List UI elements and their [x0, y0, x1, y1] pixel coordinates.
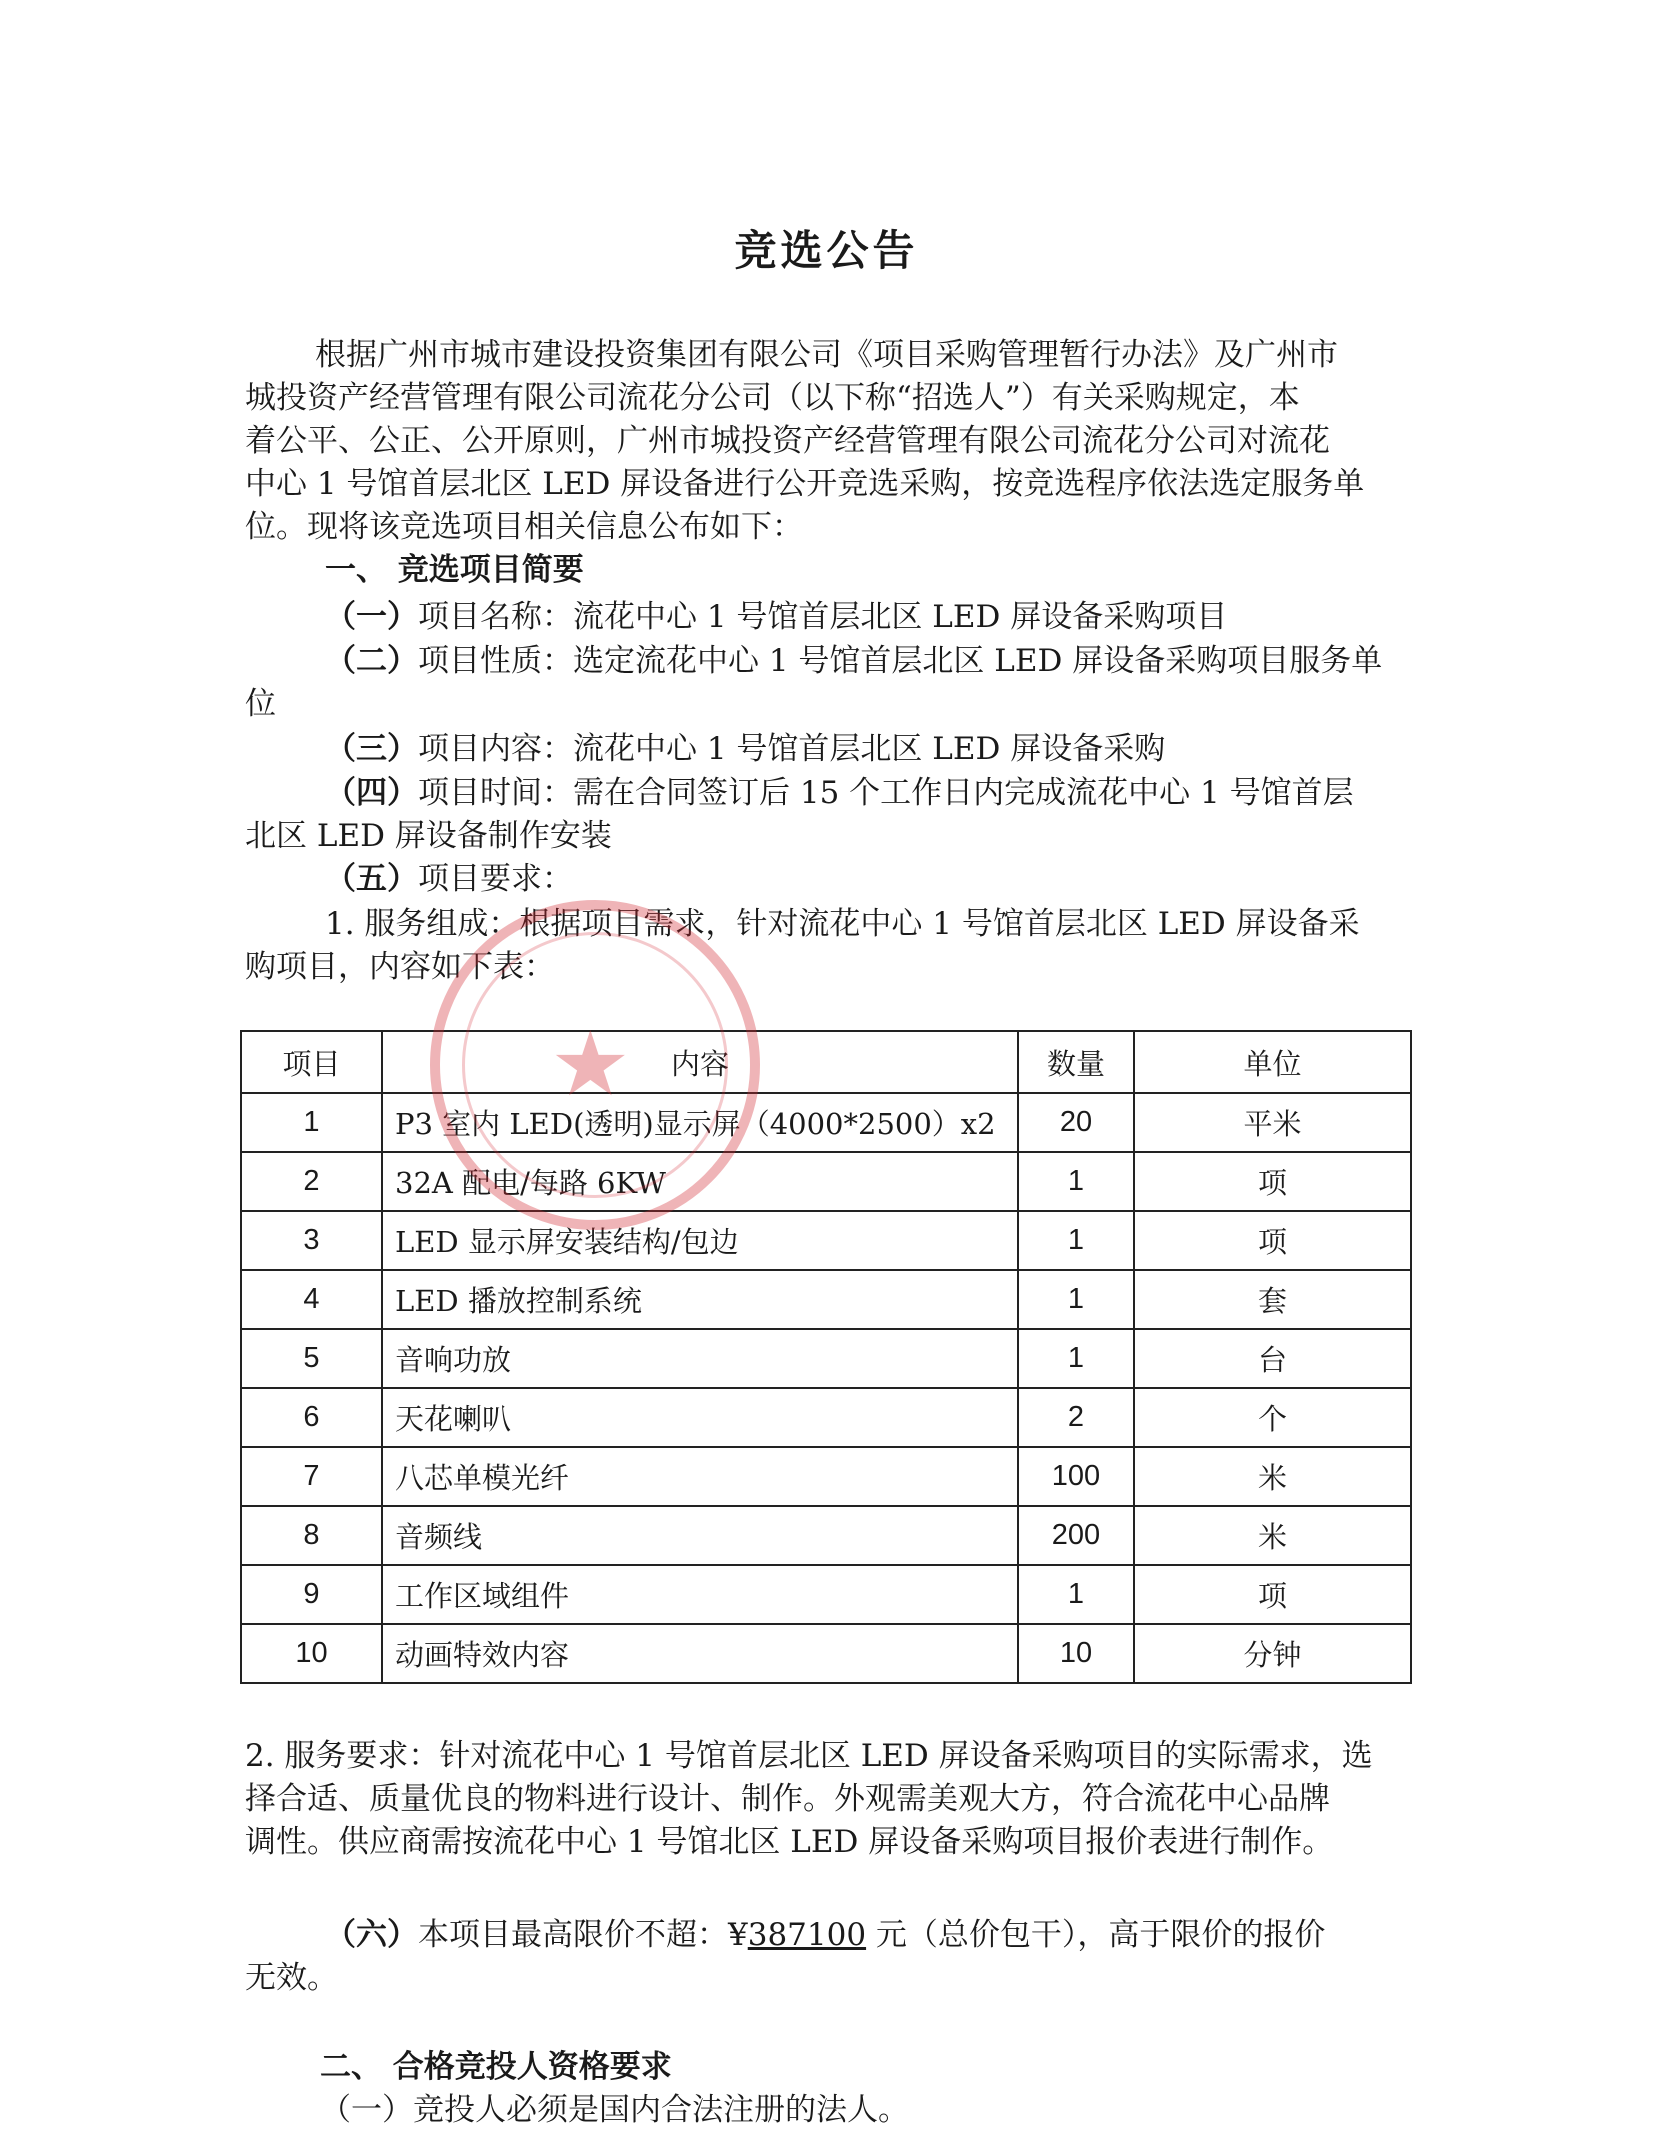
price-label: （六） [325, 1917, 418, 1953]
col-header-index: 项目 [241, 1031, 382, 1093]
row-unit: 项 [1134, 1211, 1411, 1270]
row-index: 10 [241, 1624, 382, 1683]
row-quantity: 1 [1018, 1211, 1134, 1270]
page-title: 竞选公告 [734, 226, 919, 275]
intro-line-2: 城投资产经营管理有限公司流花分公司（以下称“招选人”）有关采购规定，本 [245, 380, 1300, 416]
table-row [241, 1093, 1411, 1152]
row-quantity: 1 [1018, 1329, 1134, 1388]
section2-item1 [320, 2089, 909, 2132]
row-index: 9 [241, 1565, 382, 1624]
row-index: 2 [241, 1152, 382, 1211]
row-quantity: 1 [1018, 1270, 1134, 1329]
item3-label: （三） [325, 731, 418, 767]
section1-item2 [325, 640, 1382, 683]
row-unit: 个 [1134, 1388, 1411, 1447]
item2-text: 项目性质：选定流花中心 1 号馆首层北区 LED 屏设备采购项目服务单 [418, 643, 1383, 679]
section1-item4 [325, 772, 1354, 815]
item4-text: 项目时间：需在合同签订后 15 个工作日内完成流花中心 1 号馆首层 [418, 775, 1354, 811]
table-row [241, 1506, 1411, 1565]
table-row [241, 1388, 1411, 1447]
row-content: LED 显示屏安装结构/包边 [382, 1211, 1018, 1270]
row-unit: 项 [1134, 1152, 1411, 1211]
service-requirement-line-2: 择合适、质量优良的物料进行设计、制作。外观需美观大方，符合流花中心品牌 [245, 1781, 1330, 1817]
items-table [240, 1030, 1412, 1684]
section1-heading: 一、 竞选项目简要 [325, 552, 584, 588]
service-composition-line-2: 购项目，内容如下表： [245, 949, 555, 985]
item1-label: （一） [325, 599, 418, 635]
table-row [241, 1447, 1411, 1506]
row-quantity: 100 [1018, 1447, 1134, 1506]
item2-label: （二） [325, 643, 418, 679]
item1-text: 项目名称：流花中心 1 号馆首层北区 LED 屏设备采购项目 [418, 599, 1228, 635]
row-content: 工作区域组件 [382, 1565, 1018, 1624]
section1-item2-cont: 位 [245, 686, 276, 722]
row-quantity: 1 [1018, 1152, 1134, 1211]
row-content: 音频线 [382, 1506, 1018, 1565]
intro-line-3: 着公平、公正、公开原则，广州市城投资产经营管理有限公司流花分公司对流花 [245, 423, 1330, 459]
section1-item5 [325, 858, 573, 901]
col-header-quantity: 数量 [1018, 1031, 1134, 1093]
item4-label: （四） [325, 775, 418, 811]
price-post: 元（总价包干），高于限价的报价 [866, 1917, 1326, 1953]
item5-text: 项目要求： [418, 861, 573, 897]
row-quantity: 200 [1018, 1506, 1134, 1565]
item3-text: 项目内容：流花中心 1 号馆首层北区 LED 屏设备采购 [418, 731, 1166, 767]
section1-item3 [325, 728, 1165, 771]
table-row [241, 1211, 1411, 1270]
table-row [241, 1270, 1411, 1329]
section2-item1-label: （一） [320, 2092, 413, 2128]
row-unit: 项 [1134, 1565, 1411, 1624]
table-row [241, 1565, 1411, 1624]
table-header-row [241, 1031, 1411, 1093]
section1-item4-cont: 北区 LED 屏设备制作安装 [245, 818, 612, 854]
intro-line-5: 位。现将该竞选项目相关信息公布如下： [245, 509, 803, 545]
col-header-unit: 单位 [1134, 1031, 1411, 1093]
table-row [241, 1624, 1411, 1683]
intro-line-4: 中心 1 号馆首层北区 LED 屏设备进行公开竞选采购，按竞选程序依法选定服务单 [245, 466, 1365, 502]
row-content: 天花喇叭 [382, 1388, 1018, 1447]
row-quantity: 20 [1018, 1093, 1134, 1152]
row-unit: 分钟 [1134, 1624, 1411, 1683]
row-unit: 台 [1134, 1329, 1411, 1388]
table-row [241, 1152, 1411, 1211]
row-content: 32A 配电/每路 6KW [382, 1152, 1018, 1211]
col-header-content: 内容 [382, 1031, 1018, 1093]
row-content: P3 室内 LED(透明)显示屏（4000*2500）x2 [382, 1093, 1018, 1152]
price-limit-line [325, 1914, 1325, 1957]
table-row [241, 1329, 1411, 1388]
row-index: 1 [241, 1093, 382, 1152]
row-unit: 套 [1134, 1270, 1411, 1329]
price-pre: 本项目最高限价不超：¥ [418, 1917, 748, 1953]
star-icon: ★ [550, 1012, 631, 1117]
row-index: 8 [241, 1506, 382, 1565]
row-content: 八芯单模光纤 [382, 1447, 1018, 1506]
row-index: 5 [241, 1329, 382, 1388]
row-content: 动画特效内容 [382, 1624, 1018, 1683]
section2-heading: 二、 合格竞投人资格要求 [320, 2049, 672, 2085]
row-content: 音响功放 [382, 1329, 1018, 1388]
service-composition-line-1: 1. 服务组成：根据项目需求，针对流花中心 1 号馆首层北区 LED 屏设备采 [325, 906, 1360, 942]
section2-item1-text: 竞投人必须是国内合法注册的法人。 [413, 2092, 909, 2128]
service-requirement-line-3: 调性。供应商需按流花中心 1 号馆北区 LED 屏设备采购项目报价表进行制作。 [245, 1824, 1334, 1860]
price-amount: 387100 [747, 1917, 867, 1953]
service-requirement-line-1: 2. 服务要求：针对流花中心 1 号馆首层北区 LED 屏设备采购项目的实际需求，选 [245, 1738, 1373, 1774]
row-unit: 米 [1134, 1506, 1411, 1565]
row-index: 7 [241, 1447, 382, 1506]
intro-line-1: 根据广州市城市建设投资集团有限公司《项目采购管理暂行办法》及广州市 [315, 337, 1338, 373]
row-index: 4 [241, 1270, 382, 1329]
row-unit: 平米 [1134, 1093, 1411, 1152]
row-index: 3 [241, 1211, 382, 1270]
row-quantity: 1 [1018, 1565, 1134, 1624]
price-limit-cont: 无效。 [245, 1960, 338, 1996]
row-content: LED 播放控制系统 [382, 1270, 1018, 1329]
row-quantity: 10 [1018, 1624, 1134, 1683]
row-quantity: 2 [1018, 1388, 1134, 1447]
row-index: 6 [241, 1388, 382, 1447]
row-unit: 米 [1134, 1447, 1411, 1506]
item5-label: （五） [325, 861, 418, 897]
section1-item1 [325, 596, 1227, 639]
